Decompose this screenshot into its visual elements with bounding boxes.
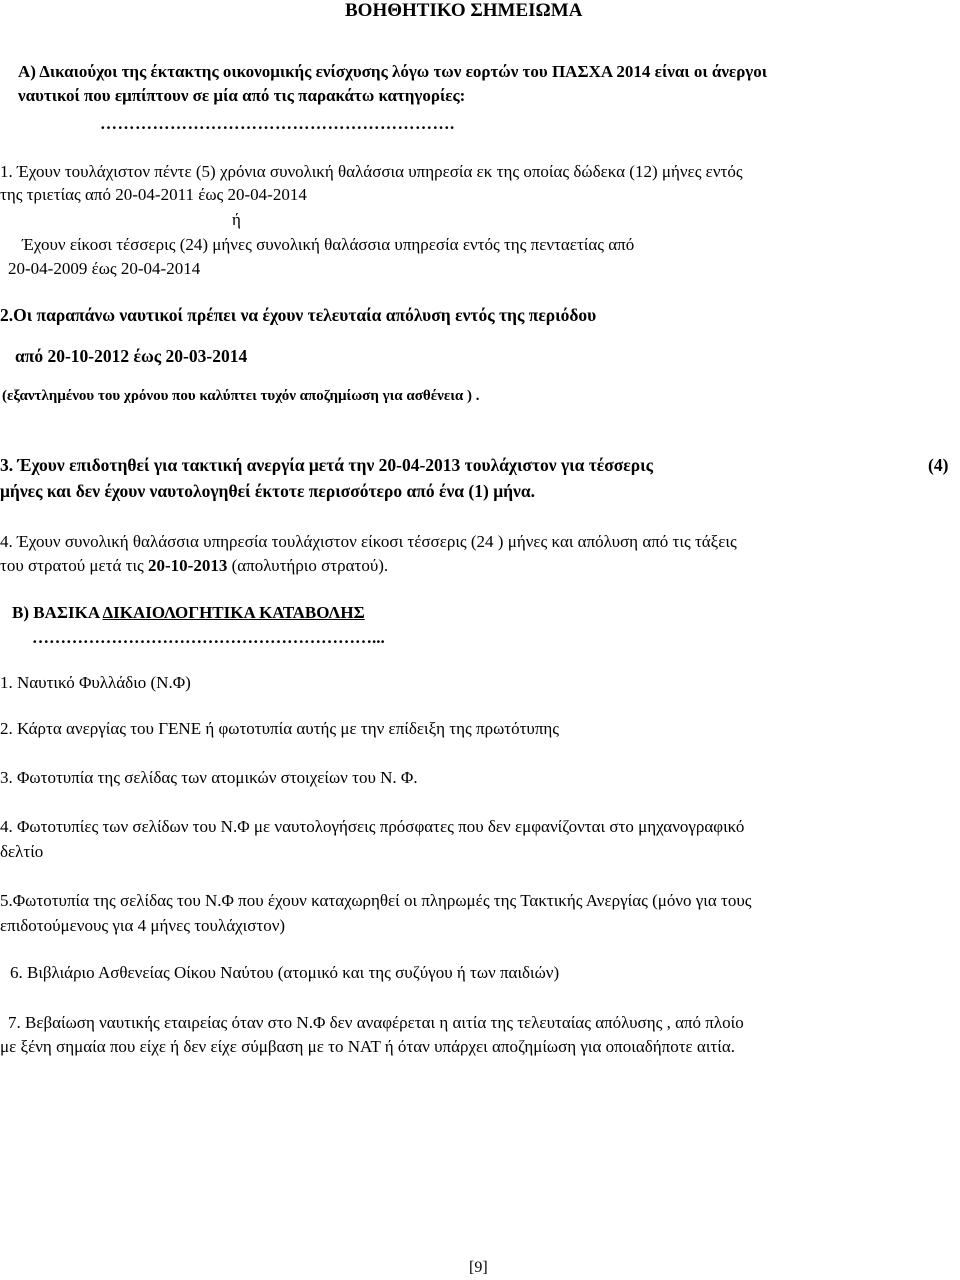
section-b-heading-underlined: ΔΙΚΑΙΟΛΟΓΗΤΙΚΑ ΚΑΤΑΒΟΛΗΣ	[102, 603, 365, 622]
doc-1: 1. Ναυτικό Φυλλάδιο (Ν.Φ)	[0, 673, 191, 692]
section-b-heading	[12, 603, 365, 623]
item-4-text-c: (απολυτήριο στρατού).	[227, 556, 389, 575]
item-4-text-a: του στρατού μετά τις	[0, 556, 149, 575]
item-2-line-3: (εξαντλημένου του χρόνου που καλύπτει τυχόν αποζημίωση για ασθένεια ) .	[2, 388, 480, 404]
item-4-line-2	[0, 556, 388, 576]
doc-2: 2. Κάρτα ανεργίας του ΓΕΝΕ ή φωτοτυπία αυτής με την επίδειξη της πρωτότυπης	[0, 719, 560, 738]
section-a-dots: …………………………………………………….	[100, 114, 455, 133]
page-number: [9]	[469, 1259, 488, 1276]
page-title: ΒΟΗΘΗΤΙΚΟ ΣΗΜΕΙΩΜΑ	[345, 0, 583, 21]
doc-7-line-1: 7. Βεβαίωση ναυτικής εταιρείας όταν στο Ν.Φ δεν αναφέρεται η αιτία της τελευταίας απόλυσης , από πλοίο	[8, 1013, 744, 1032]
item-1-line-3: Έχουν είκοσι τέσσερις (24) μήνες συνολική θαλάσσια υπηρεσία εντός της πενταετίας από	[22, 235, 635, 254]
item-1-line-4: 20-04-2009 έως 20-04-2014	[8, 259, 201, 278]
item-4-date: 20-10-2013	[148, 556, 228, 575]
item-1-line-1: 1. Έχουν τουλάχιστον πέντε (5) χρόνια συνολική θαλάσσια υπηρεσία εκ της οποίας δώδεκα (12) μήνες εντός	[0, 162, 743, 181]
item-2-line-1: 2.Οι παραπάνω ναυτικοί πρέπει να έχουν τελευταία απόλυση εντός της περιόδου	[0, 305, 597, 325]
section-a-line-2: ναυτικοί που εμπίπτουν σε μία από τις παρακάτω κατηγορίες:	[18, 86, 466, 105]
section-b-dots: ……………………………………………………...	[32, 628, 385, 647]
doc-4-line-1: 4. Φωτοτυπίες των σελίδων του Ν.Φ με ναυτολογήσεις πρόσφατες που δεν εμφανίζονται στο μηχανογραφικό	[0, 817, 745, 836]
section-b-heading-prefix: Β) ΒΑΣΙΚΑ	[12, 603, 103, 622]
item-1-line-2: της τριετίας από 20-04-2011 έως 20-04-2014	[0, 185, 307, 204]
section-a-line-1: Α) Δικαιούχοι της έκτακτης οικονομικής ενίσχυσης λόγω των εορτών του ΠΑΣΧΑ 2014 είναι οι άνεργοι	[18, 62, 768, 81]
item-3-line-1: 3. Έχουν επιδοτηθεί για τακτική ανεργία μετά την 20-04-2013 τουλάχιστον για τέσσερις	[0, 455, 653, 475]
doc-5-line-1: 5.Φωτοτυπία της σελίδας του Ν.Φ που έχουν καταχωρηθεί οι πληρωμές της Τακτικής Ανεργίας (μόνο για τους	[0, 891, 752, 910]
item-1-or: ή	[232, 210, 241, 229]
doc-3: 3. Φωτοτυπία της σελίδας των ατομικών στοιχείων του Ν. Φ.	[0, 768, 418, 787]
item-4-line-1: 4. Έχουν συνολική θαλάσσια υπηρεσία τουλάχιστον είκοσι τέσσερις (24 ) μήνες και απόλυση από τις τάξεις	[0, 532, 737, 551]
doc-4-line-2: δελτίο	[0, 842, 44, 861]
doc-7-line-2: με ξένη σημαία που είχε ή δεν είχε σύμβαση με το ΝΑΤ ή όταν υπάρχει αποζημίωση για οποιαδήποτε αιτία.	[0, 1037, 735, 1056]
item-2-line-2: από 20-10-2012 έως 20-03-2014	[15, 346, 248, 366]
doc-6: 6. Βιβλιάριο Ασθενείας Οίκου Ναύτου (ατομικό και της συζύγου ή των παιδιών)	[10, 963, 560, 982]
doc-5-line-2: επιδοτούμενους για 4 μήνες τουλάχιστον)	[0, 916, 286, 935]
item-3-line-1-end: (4)	[928, 455, 949, 475]
item-3-line-2: μήνες και δεν έχουν ναυτολογηθεί έκτοτε περισσότερο από ένα (1) μήνα.	[0, 481, 536, 501]
